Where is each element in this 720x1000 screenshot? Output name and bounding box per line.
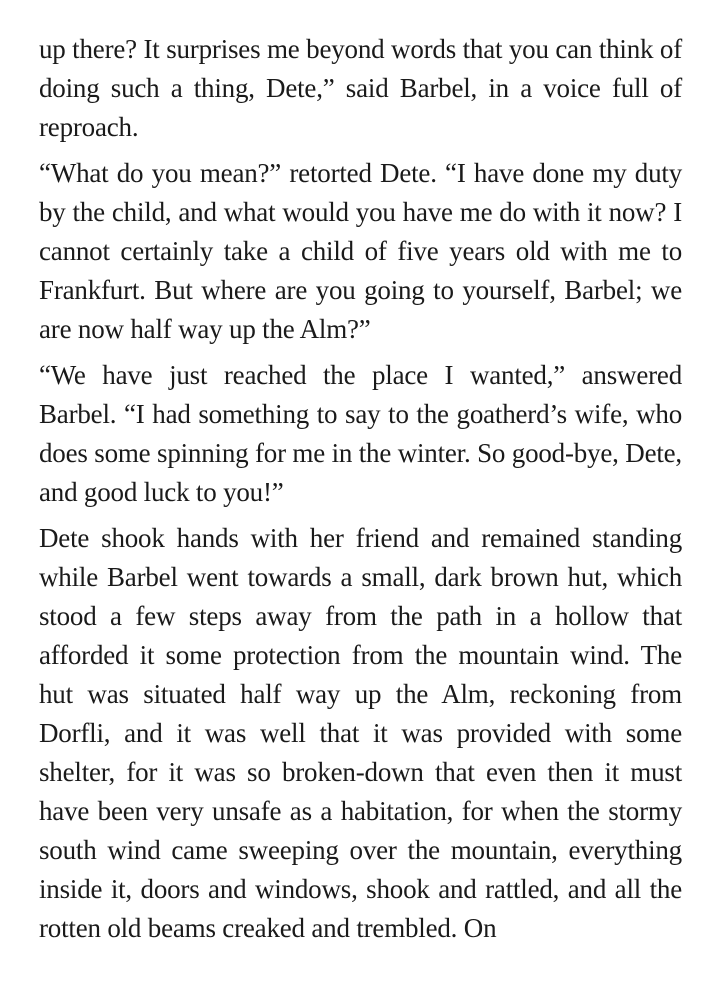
paragraph-3: “We have just reached the place I wanted,” answered Barbel. “I had something to say to the goatherd’s wife, who does some spinning for me in the winter. So good-bye, Dete, and good luck to you!” xyxy=(39,360,682,507)
paragraph-4: Dete shook hands with her friend and remained standing while Barbel went towards a small, dark brown hut, which stood a few steps away from the path in a hollow that afforded it some protection from the mountain wind. The hut was situated half way up the Alm, reckoning from Dorfli, and it was well that it was provided with some shelter, for it was so broken-down that even then it must have been very unsafe as a habitation, for when the stormy south wind came sweeping over the mountain, everything inside it, doors and windows, shook and rattled, and all the rotten old beams creaked and trembled. On xyxy=(39,523,682,943)
paragraph-2: “What do you mean?” retorted Dete. “I have done my duty by the child, and what would you have me do with it now? I cannot certainly take a child of five years old with me to Frankfurt. But where are you going to yourself, Barbel; we are now half way up the Alm?” xyxy=(39,158,682,344)
paragraph-1: up there? It surprises me beyond words that you can think of doing such a thing, Dete,” said Barbel, in a voice full of reproach. xyxy=(39,34,682,142)
